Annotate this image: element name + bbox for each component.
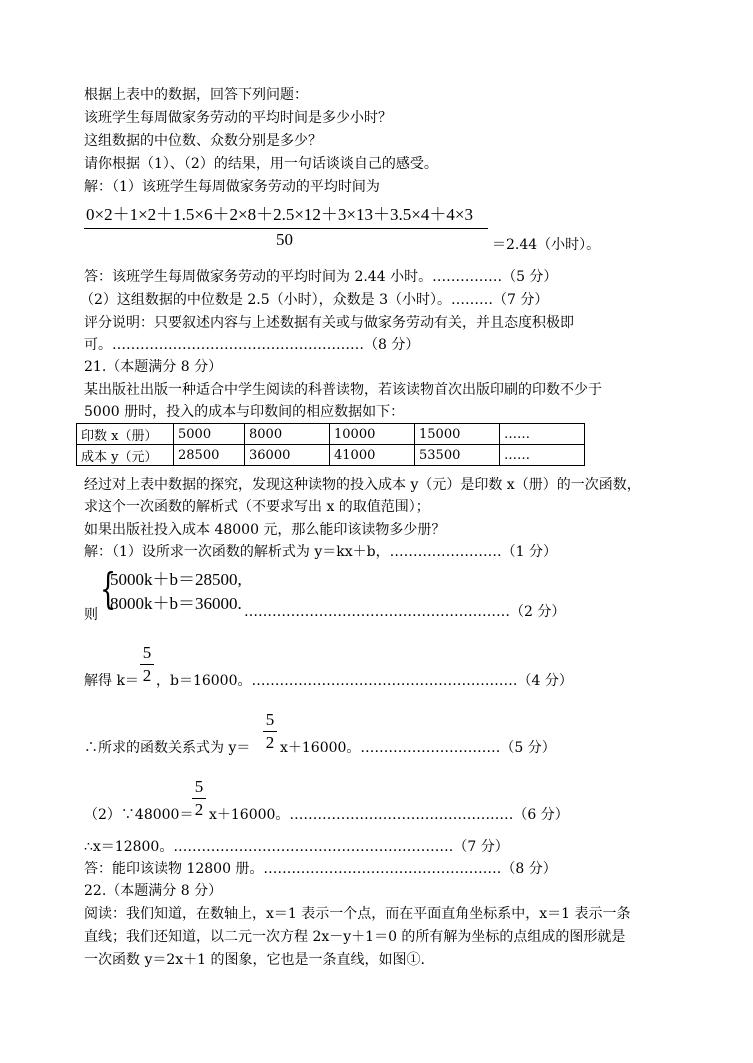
data-table (76, 423, 585, 466)
text-line: 阅读：我们知道，在数轴上，x＝1 表示一个点，而在平面直角坐标系中，x＝1 表示一条 (84, 906, 631, 922)
text-line: ∴x＝12800。……………………………………………………（7 分） (84, 839, 509, 855)
table-cell: 5000 (174, 424, 245, 445)
equation-1: 5000k＋b＝28500, (110, 570, 242, 589)
text-line: 根据上表中的数据，回答下列问题： (84, 87, 308, 103)
table-cell: 53500 (415, 445, 500, 466)
fraction-five-halves (263, 710, 277, 753)
table-cell: 成本 y（元） (77, 445, 174, 466)
fraction-bar (192, 798, 206, 799)
question-heading: 21.（本题满分 8 分） (84, 359, 223, 375)
fraction-denominator: 2 (142, 666, 152, 685)
text-line: 某出版社出版一种适合中学生阅读的科普读物，若该读物首次出版印刷的印数不少于 (84, 382, 602, 398)
text-line: 如果出版社投入成本 48000 元，那么能印该读物多少册？ (84, 522, 446, 538)
text-line: 这组数据的中位数、众数分别是多少？ (84, 133, 322, 149)
fraction-denominator: 2 (194, 800, 204, 819)
fraction-numerator: 5 (194, 777, 204, 796)
text-line: 可。………………………………………………（8 分） (84, 337, 420, 353)
question-heading: 22.（本题满分 8 分） (84, 883, 223, 899)
text-line: x＋16000。…………………………（5 分） (280, 740, 556, 756)
text-line: 评分说明：只要叙述内容与上述数据有关或与做家务劳动有关，并且态度积极即 (84, 315, 574, 331)
text-line: …………………………………………………（2 分） (244, 604, 566, 620)
text-line: 则 (84, 607, 98, 623)
table-row (77, 424, 585, 445)
text-line: 答：该班学生每周做家务劳动的平均时间为 2.44 小时。……………（5 分） (84, 269, 558, 285)
text-line: 一次函数 y＝2x＋1 的图象，它也是一条直线，如图①. (84, 952, 425, 968)
text-line: 直线；我们还知道，以二元一次方程 2x－y＋1＝0 的所有解为坐标的点组成的图形就是 (84, 929, 626, 945)
text-line: （2）这组数据的中位数是 2.5（小时），众数是 3（小时）。………（7 分） (80, 292, 549, 308)
table-cell: 41000 (330, 445, 415, 466)
table-cell: 15000 (415, 424, 500, 445)
formula-denominator: 50 (276, 230, 293, 249)
fraction-numerator: 5 (142, 643, 152, 662)
table-cell: 36000 (245, 445, 330, 466)
equation-2: 8000k＋b＝36000. (110, 594, 242, 613)
formula-result: ＝2.44（小时）。 (492, 237, 601, 253)
fraction-bar (263, 731, 277, 732)
table-cell: 28500 (174, 445, 245, 466)
text-line: 答：能印该读物 12800 册。……………………………………………（8 分） (84, 861, 557, 877)
text-line: 该班学生每周做家务劳动的平均时间是多少小时？ (84, 110, 392, 126)
text-line: 求这个一次函数的解析式（不要求写出 x 的取值范围）； (84, 499, 430, 515)
table-cell: 10000 (330, 424, 415, 445)
table-row (77, 445, 585, 466)
brace-icon: { (100, 564, 117, 613)
table-cell: …… (500, 424, 585, 445)
text-line: 请你根据（1）、（2）的结果，用一句话谈谈自己的感受。 (84, 156, 438, 172)
formula-numerator: 0×2＋1×2＋1.5×6＋2×8＋2.5×12＋3×13＋3.5×4＋4×3 (86, 205, 473, 224)
text-line: 解得 k＝ (84, 673, 139, 689)
text-line: ∴所求的函数关系式为 y＝ (84, 740, 251, 756)
table-cell: 8000 (245, 424, 330, 445)
text-line: x＋16000。…………………………………………（6 分） (209, 807, 569, 823)
fraction-bar (84, 228, 488, 229)
table-cell: …… (500, 445, 585, 466)
fraction-five-halves (192, 777, 206, 820)
text-line: 5000 册时，投入的成本与印数间的相应数据如下： (84, 404, 405, 420)
fraction-denominator: 2 (265, 733, 275, 752)
text-line: 经过对上表中数据的探究，发现这种读物的投入成本 y（元）是印数 x（册）的一次函数， (84, 477, 641, 493)
text-line: ，b＝16000。…………………………………………………（4 分） (156, 673, 573, 689)
text-line: （2）∵48000＝ (84, 807, 194, 823)
text-line: 解：（1）该班学生每周做家务劳动的平均时间为 (84, 179, 380, 195)
fraction-five-halves (140, 643, 154, 686)
fraction-bar (140, 664, 154, 665)
table-cell: 印数 x（册） (77, 424, 174, 445)
fraction-numerator: 5 (265, 710, 275, 729)
text-line: 解：（1）设所求一次函数的解析式为 y＝kx＋b，……………………（1 分） (84, 544, 557, 560)
